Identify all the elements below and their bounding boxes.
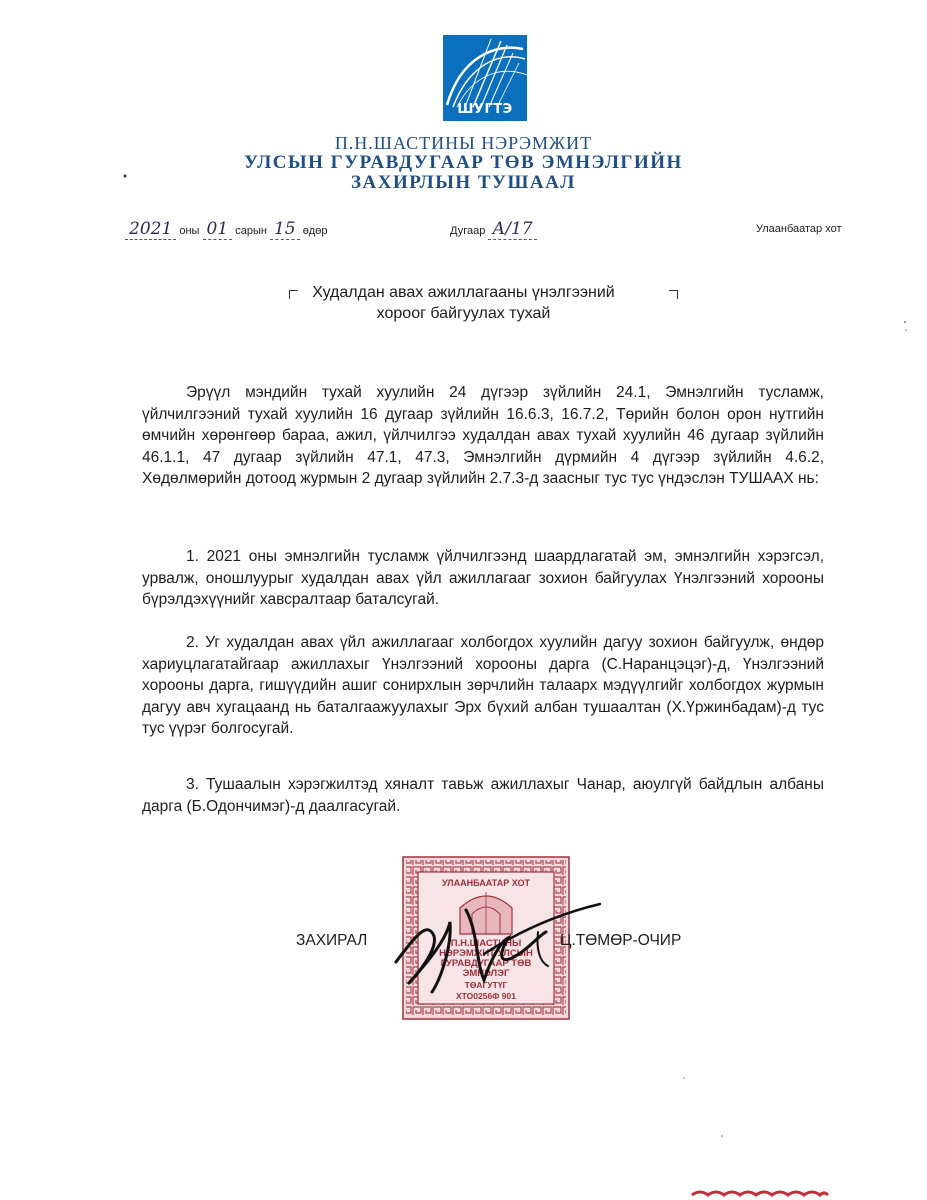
logo-badge — [443, 35, 527, 121]
order-number-value: А/17 — [488, 219, 536, 240]
stamp-line-5: ТӨАГУТҮГ — [464, 980, 508, 990]
order-item-1: 1. 2021 оны эмнэлгийн тусламж үйлчилгээнд шаардлагатай эм, эмнэлгийн хэрэгсэл, урвалж, оношлуурыг худалдан авах үйл ажиллагааг зохион байгуулах Үнэлгээний хорооны бүрэлдэхүүнийг хавсралтаар баталсугай. — [142, 548, 824, 609]
order-item-3: 3. Тушаалын хэрэгжилтэд хяналт тавьж ажиллахыг Чанар, аюулгүй байдлын албаны дарга (Б.Одончимэг)-д даалгасугай. — [142, 776, 824, 815]
order-number — [450, 219, 537, 239]
handwritten-signature — [388, 892, 608, 1002]
date-year: 2021 — [125, 219, 176, 240]
order-item-2: 2. Уг худалдан авах үйл ажиллагааг холбогдох хуулийн дагуу зохион байгуулж, өндөр хариуцлагатайгаар ажиллахыг Үнэлгээний хорооны дарга (С.Наранцэцэг)-д, Үнэлгээний хорооны дарга, гишүүдийн ашиг сонирхлын зөрчлийн талаарх мэдүүлгийг холбогдох журмын дагуу авч хугацаанд нь баталгаажуулахыг Эрх бүхий албан тушаалтан (Х.Үржинбадам)-д тус тус үүрэг болгосугай. — [142, 634, 824, 738]
stamp-line-6: ХТО0256Ф 901 — [456, 991, 516, 1001]
subject-line-2: хороог байгуулах тухай — [376, 305, 551, 322]
header-line-1: П.Н.ШАСТИНЫ НЭРЭМЖИТ — [334, 133, 593, 153]
stamp-line-3: ГУРАВДУГААР ТӨВ — [440, 958, 532, 969]
date-month-label: сарын — [235, 225, 267, 237]
hospital-logo — [443, 35, 527, 121]
stamp-city: УЛААНБААТАР ХОТ — [442, 878, 530, 888]
stamp-line-2: НЭРЭМЖИТ УЛСЫН — [439, 948, 533, 959]
stamp-line-1: П.Н.ШАСТИНЫ — [450, 938, 522, 949]
order-date — [125, 219, 327, 239]
signatory-name: Ц.ТӨМӨР-ОЧИР — [560, 932, 682, 949]
city: Улаанбаатар хот — [756, 223, 842, 235]
order-subject — [0, 282, 927, 324]
header-line-2: УЛСЫН ГУРАВДУГААР ТӨВ ЭМНЭЛГИЙН — [244, 152, 683, 173]
preamble-paragraph: Эрүүл мэндийн тухай хуулийн 24 дүгээр зүйлийн 24.1, Эмнэлгийн тусламж, үйлчилгээний тухай хуулийн 16 дугаар зүйлийн 16.6.3, 16.7.2, Төрийн болон орон нутгийн өмчийн хөрөнгөөр бараа, ажил, үйлчилгээ худалдан авах тухай хуулийн 46 дугаар зүйлийн 46.1.1, 47 дугаар зүйлийн 47.1, 47.3, Эмнэлгийн дүрмийн 4 дүгээр зүйлийн 4.6.2, Хөдөлмөрийн дотоод журмын 2 дугаар зүйлийн 2.7.3-д заасныг тус тус үндэслэн ТУШААХ нь: — [142, 384, 824, 488]
date-day: 15 — [270, 219, 300, 240]
subject-line-1: Худалдан авах ажиллагааны үнэлгээний — [312, 284, 615, 301]
stamp-line-4: ЭМНЭЛЭГ — [462, 968, 510, 979]
logo-text: ШУГТЭ — [457, 102, 513, 117]
header-line-3: ЗАХИРЛЫН ТУШААЛ — [351, 172, 576, 193]
date-day-label: өдөр — [302, 225, 328, 237]
date-year-label: оны — [179, 225, 200, 237]
signatory-title: ЗАХИРАЛ — [296, 932, 368, 949]
order-number-label: Дугаар — [450, 225, 486, 237]
date-month: 01 — [203, 219, 233, 240]
page-edge-mark — [690, 1187, 830, 1197]
